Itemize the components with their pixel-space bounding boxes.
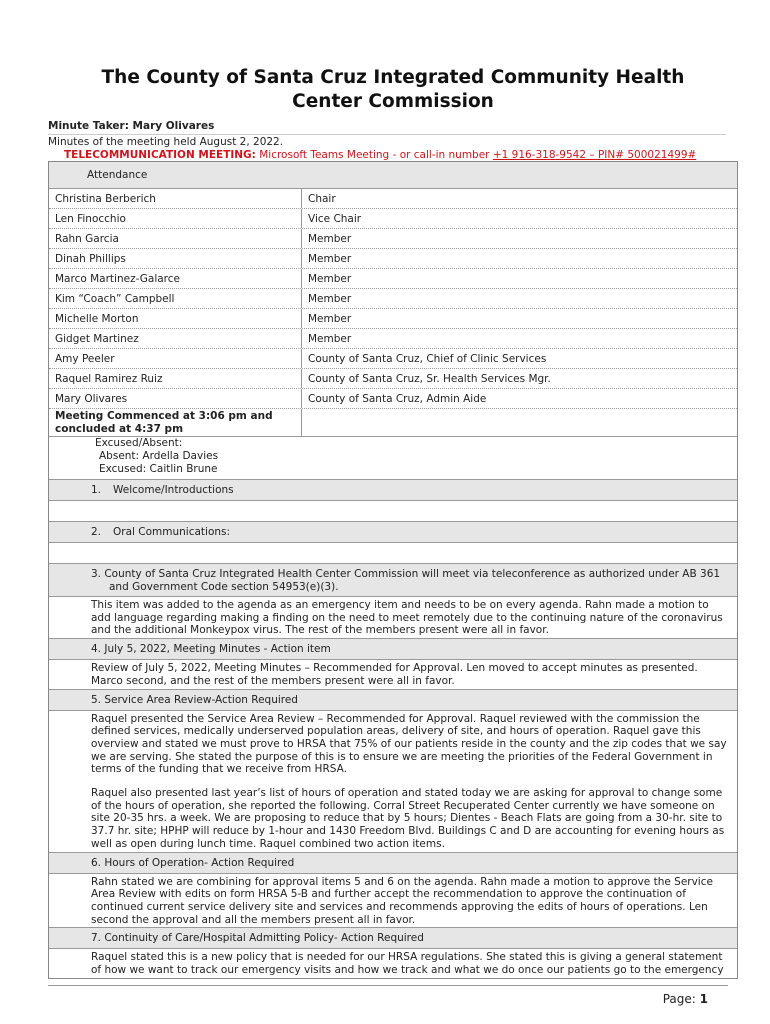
- attendance-row: [49, 329, 737, 349]
- attendance-row: [49, 229, 737, 249]
- item-2-title: Oral Communications:: [113, 526, 231, 538]
- item-1-body: [49, 501, 737, 522]
- tele-text: Microsoft Teams Meeting - or call-in number: [255, 149, 493, 161]
- attendance-heading: Attendance: [49, 162, 737, 189]
- attendee-role: County of Santa Cruz, Admin Aide: [308, 392, 487, 405]
- attendee-name: Marco Martinez-Galarce: [49, 269, 302, 288]
- attendee-role: Member: [308, 312, 352, 325]
- item-4-heading: 4. July 5, 2022, Meeting Minutes - Action item: [49, 639, 737, 660]
- tele-phone-link[interactable]: +1 916-318-9542 – PIN# 500021499#: [492, 149, 697, 161]
- attendance-row: [49, 269, 737, 289]
- footer-rule: [48, 985, 728, 986]
- attendance-row: [49, 389, 737, 409]
- item-5-paragraph-2: Raquel also presented last year’s list of hours of operation and stated today we are asking for approval to change some of the hours of operation, she reported the following. Corral Street Recuperated Center currently we have someone on site 20-35 hrs. a week. We are proposing to reduce that by 5 hours; Dientes - Beach Flats are going from a 30-hr. site to 37.7 hr. site; HPHP will reduce by 1-hour and 1430 Freedom Blvd. Buildings C and D are accounting for evening hours as well as open during lunch time. Raquel combined two action items.: [91, 787, 725, 850]
- attendance-row: [49, 309, 737, 329]
- attendee-name: Christina Berberich: [49, 189, 302, 208]
- page-label: Page:: [662, 992, 696, 1006]
- item-2-body: [49, 543, 737, 564]
- minute-taker: Minute Taker: Mary Olivares: [48, 120, 726, 135]
- minutes-table: [48, 161, 738, 979]
- meeting-times-line-2: concluded at 4:37 pm: [55, 423, 184, 435]
- item-3-title-line-2: and Government Code section 54953(e)(3).: [109, 581, 339, 593]
- item-7-body: Raquel stated this is a new policy that is needed for our HRSA regulations. She stated this is giving a general statement of how we want to track our emergency visits and how we track and what we do once our patients go to the emergency: [91, 951, 724, 977]
- attendee-role: Member: [308, 252, 352, 265]
- telecommunication-info: [64, 149, 696, 161]
- meeting-times-row: [49, 409, 737, 437]
- attendance-row: [49, 289, 737, 309]
- item-3-heading: [49, 564, 737, 597]
- paragraph-gap: [91, 776, 729, 787]
- excused-member: Excused: Caitlin Brune: [99, 463, 218, 475]
- attendee-name: Gidget Martinez: [49, 329, 302, 348]
- attendance-row: [49, 189, 737, 209]
- item-6-body: Rahn stated we are combining for approval items 5 and 6 on the agenda. Rahn made a motion to approve the Service Area Review with edits on form HRSA 5-B and further accept the recommendation to approve the continuation of continued current service delivery site and services and recommends approving the edits of hours of operations. Len second the approval and all the members present all in favor.: [49, 874, 737, 929]
- attendee-name: Len Finocchio: [49, 209, 302, 228]
- item-5-heading: 5. Service Area Review-Action Required: [49, 690, 737, 711]
- item-1-number: 1.: [91, 484, 102, 496]
- meeting-date: Minutes of the meeting held August 2, 2022.: [48, 136, 284, 148]
- attendee-role: Member: [308, 292, 352, 305]
- item-3-title-line-1: 3. County of Santa Cruz Integrated Health Center Commission will meet via teleconference as authorized under AB 361: [91, 568, 721, 580]
- title-line-1: The County of Santa Cruz Integrated Community Health: [101, 67, 685, 88]
- tele-label: TELECOMMUNICATION MEETING:: [64, 149, 256, 161]
- attendee-role: Member: [308, 272, 352, 285]
- item-4-body: Review of July 5, 2022, Meeting Minutes – Recommended for Approval. Len moved to accept minutes as presented. Marco second, and the rest of the members present were all in favor.: [49, 660, 737, 689]
- item-5-paragraph-1: Raquel presented the Service Area Review – Recommended for Approval. Raquel reviewed with the commission the defined services, medically underserved population areas, delivery of site, and hours of operation. Raquel gave this overview and stated we must prove to HRSA that 75% of our patients reside in the county and the zip codes that we say we are serving. She stated the purpose of this is to ensure we are meeting the priorities of the Federal Government in terms of the funding that we receive from HRSA.: [91, 712, 727, 776]
- attendee-name: Kim “Coach” Campbell: [49, 289, 302, 308]
- attendee-name: Michelle Morton: [49, 309, 302, 328]
- page-number: [663, 992, 708, 1006]
- attendance-row: [49, 209, 737, 229]
- item-5-body: [49, 711, 737, 853]
- attendee-role: Vice Chair: [308, 212, 362, 225]
- meeting-times-line-1: Meeting Commenced at 3:06 pm and: [55, 410, 273, 422]
- attendee-role: Member: [308, 332, 352, 345]
- attendee-name: Mary Olivares: [49, 389, 302, 408]
- title-line-2: Center Commission: [292, 91, 494, 112]
- absent-member: Absent: Ardella Davies: [99, 450, 219, 462]
- item-2-number: 2.: [91, 526, 102, 538]
- document-title: [48, 66, 738, 114]
- excused-heading: Excused/Absent:: [95, 437, 183, 449]
- item-6-heading: 6. Hours of Operation- Action Required: [49, 853, 737, 874]
- item-3-body: This item was added to the agenda as an emergency item and needs to be on every agenda. Rahn made a motion to add language regarding making a finding on the need to meet remotely due to the continuing nature of the coronavirus and the additional Monkeypox virus. The rest of the members present were all in favor.: [49, 597, 737, 639]
- item-2-heading: [49, 522, 737, 543]
- attendance-row: [49, 349, 737, 369]
- attendee-role: County of Santa Cruz, Chief of Clinic Services: [308, 352, 547, 365]
- attendee-role: County of Santa Cruz, Sr. Health Services Mgr.: [308, 372, 551, 385]
- attendee-name: Rahn Garcia: [49, 229, 302, 248]
- item-7-heading: 7. Continuity of Care/Hospital Admitting Policy- Action Required: [49, 928, 737, 949]
- attendance-row: [49, 369, 737, 389]
- meeting-times-empty-cell: [302, 409, 737, 436]
- excused-absent-row: [49, 437, 737, 480]
- meeting-times: [49, 409, 302, 436]
- attendance-row: [49, 249, 737, 269]
- item-1-heading: [49, 480, 737, 501]
- attendee-role: Chair: [308, 192, 336, 205]
- attendance-list: [49, 189, 737, 409]
- attendee-name: Amy Peeler: [49, 349, 302, 368]
- page-number-value: 1: [699, 992, 708, 1006]
- attendee-role: Member: [308, 232, 352, 245]
- attendee-name: Dinah Phillips: [49, 249, 302, 268]
- item-1-title: Welcome/Introductions: [113, 484, 234, 496]
- attendee-name: Raquel Ramirez Ruiz: [49, 369, 302, 388]
